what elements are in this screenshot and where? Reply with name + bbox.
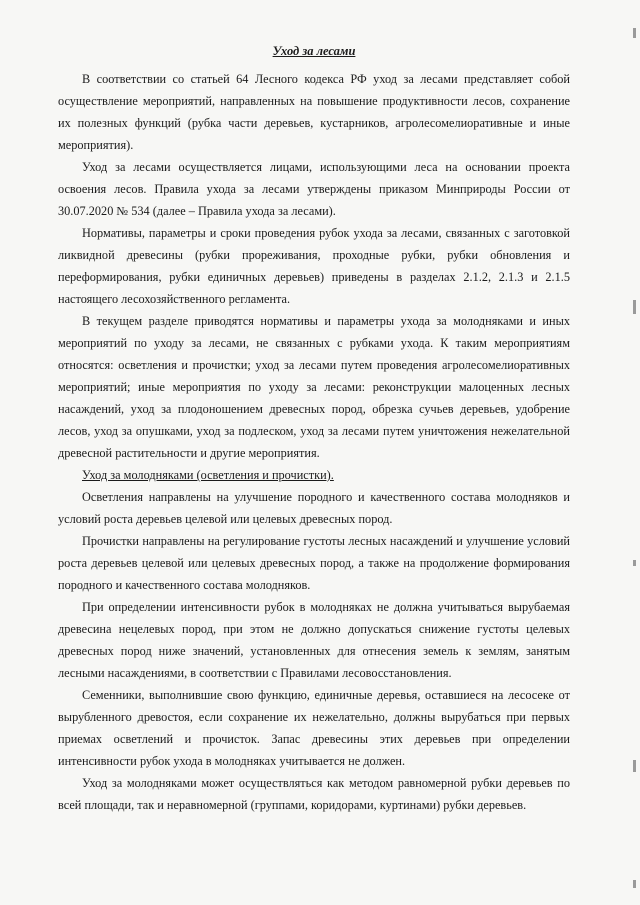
paragraph: Семенники, выполнившие свою функцию, единичные деревья, оставшиеся на лесосеке от вырубленного древостоя, если сохранение их нежелательно, должны вырубаться при первых приемах осветлений и прочисток. Запас древесины этих деревьев при определении интенсивности рубок ухода в молодняках учитывается не должен.	[58, 688, 570, 768]
paragraph: Уход за молодняками может осуществляться как методом равномерной рубки деревьев по всей площади, так и неравномерной (группами, коридорами, куртинами) рубки деревьев.	[58, 776, 570, 812]
paragraph: При определении интенсивности рубок в молодняках не должна учитываться вырубаемая древесина нецелевых пород, при этом не должно допускаться снижение густоты целевых древесных пород ниже значений, установленных для отнесения земель к землям, занятым лесными насаждениями, в соответствии с Правилами лесовосстановления.	[58, 600, 570, 680]
document-body	[58, 40, 570, 816]
scan-edge-mark	[633, 760, 636, 772]
scan-edge-mark	[633, 300, 636, 314]
paragraph: В текущем разделе приводятся нормативы и параметры ухода за молодняками и иных мероприятий по уходу за лесами, не связанных с рубками ухода. К таким мероприятиям относятся: осветления и прочистки; уход за лесами путем проведения агролесомелиоративных мероприятий; иные мероприятия по уходу за лесами: реконструкции малоценных лесных насаждений, уход за плодоношением древесных пород, обрезка сучьев деревьев, удобрение лесов, уход за опушками, уход за подлеском, уход за лесами путем уничтожения нежелательной древесной растительности и другие мероприятия.	[58, 314, 570, 460]
paragraph: Прочистки направлены на регулирование густоты лесных насаждений и улучшение условий роста деревьев целевой или целевых древесных пород, а также на продолжение формирования породного и качественного состава молодняков.	[58, 534, 570, 592]
scan-edge-mark	[633, 28, 636, 38]
paragraph: Уход за лесами осуществляется лицами, использующими леса на основании проекта освоения лесов. Правила ухода за лесами утверждены приказом Минприроды России от 30.07.2020 № 534 (далее – Правила ухода за лесами).	[58, 160, 570, 218]
paragraph: В соответствии со статьей 64 Лесного кодекса РФ уход за лесами представляет собой осуществление мероприятий, направленных на повышение продуктивности лесов, сохранение их полезных функций (рубка части деревьев, кустарников, агролесомелиоративные и иные мероприятия).	[58, 72, 570, 152]
scan-edge-mark	[633, 880, 636, 888]
scan-edge-mark	[633, 560, 636, 566]
section-subheading	[58, 464, 570, 486]
subheading-text: Уход за молодняками (осветления и прочистки).	[82, 468, 334, 482]
document-title: Уход за лесами	[272, 44, 356, 58]
paragraph: Нормативы, параметры и сроки проведения рубок ухода за лесами, связанных с заготовкой ликвидной древесины (рубки прореживания, проходные рубки, рубки обновления и переформирования, рубки единичных деревьев) приведены в разделах 2.1.2, 2.1.3 и 2.1.5 настоящего лесохозяйственного регламента.	[58, 226, 570, 306]
paragraph: Осветления направлены на улучшение породного и качественного состава молодняков и условий роста деревьев целевой или целевых древесных пород.	[58, 490, 570, 526]
